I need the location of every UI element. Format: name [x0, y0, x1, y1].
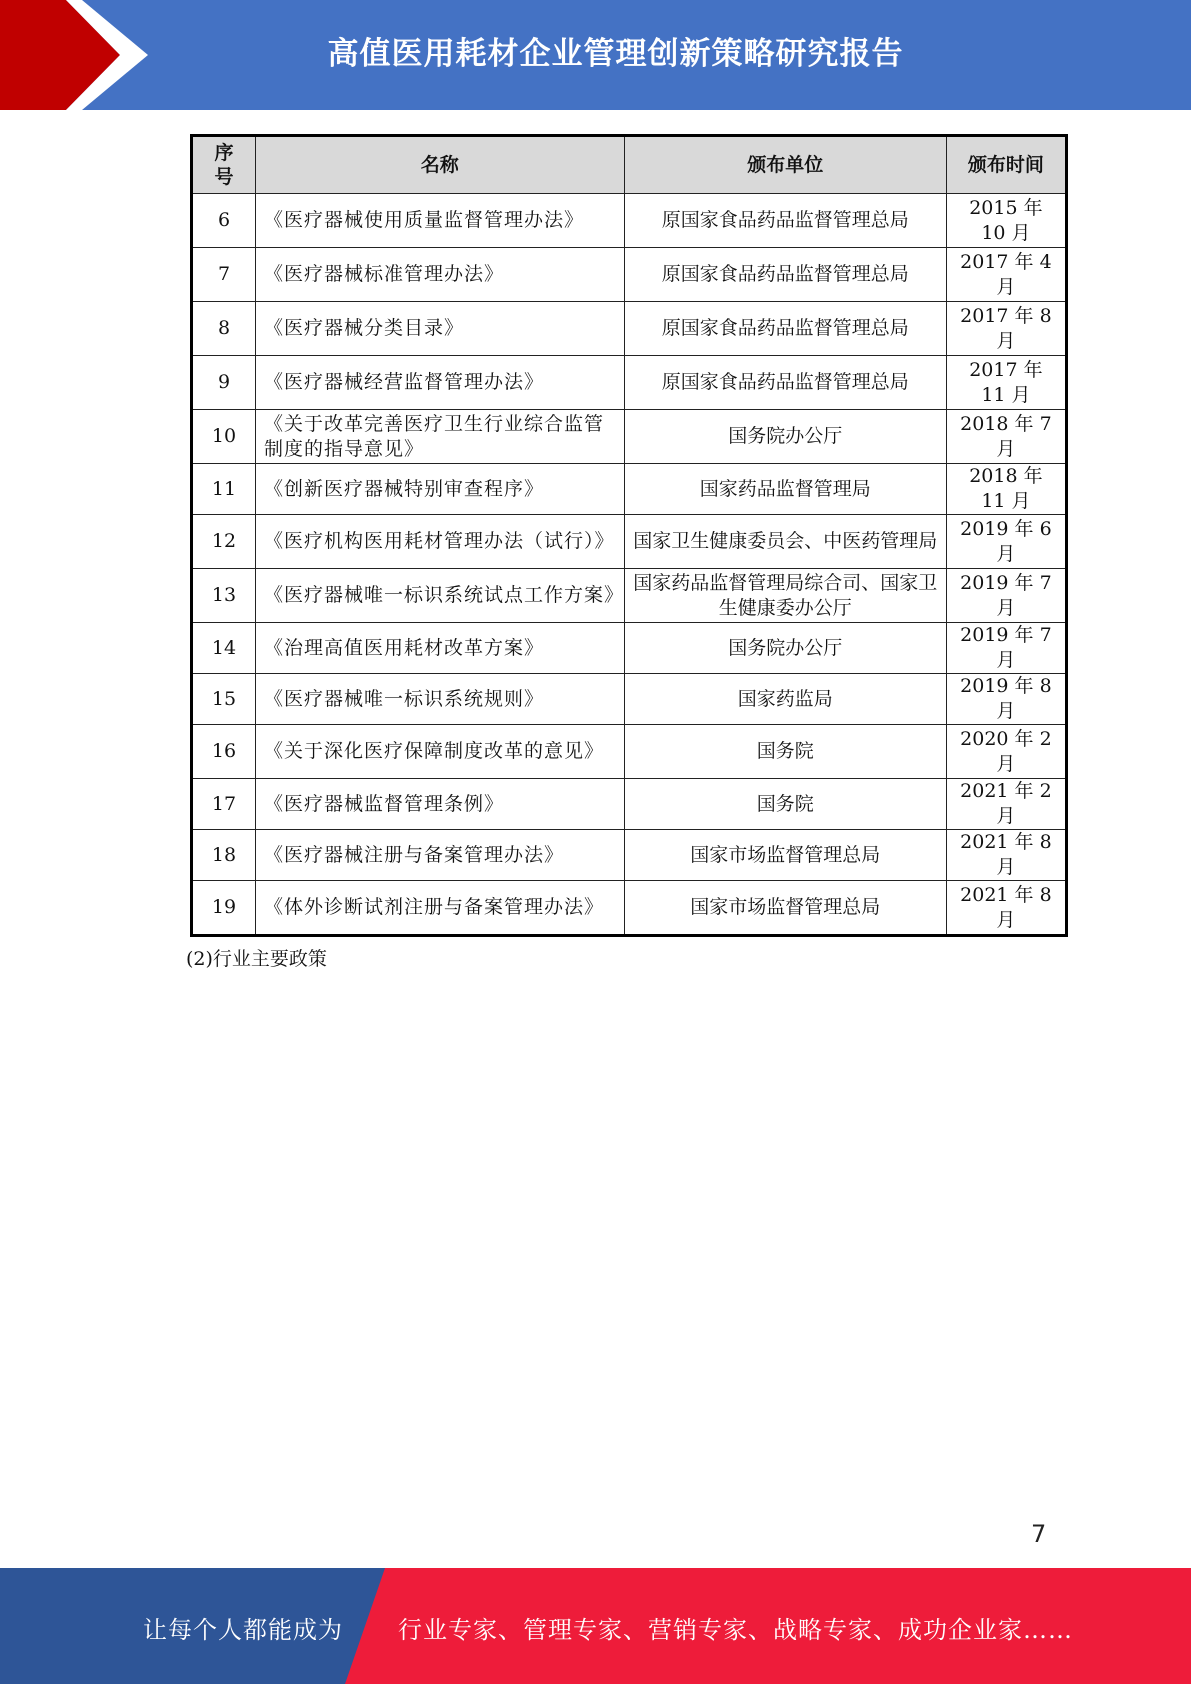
- page-footer: [0, 1568, 1191, 1684]
- table-row: [192, 779, 1067, 830]
- section-label: (2)行业主要政策: [186, 948, 327, 970]
- table-row: [192, 464, 1067, 515]
- column-header-name: 名称: [256, 136, 625, 194]
- row-issuer-cell: 国务院: [624, 779, 946, 830]
- row-name-cell: 《体外诊断试剂注册与备案管理办法》: [256, 881, 625, 936]
- row-index-cell: 7: [192, 248, 256, 302]
- row-date-cell: 2019 年 7 月: [946, 569, 1066, 623]
- row-name-cell: 《医疗器械唯一标识系统试点工作方案》: [256, 569, 625, 623]
- row-date-cell: 2019 年 8 月: [946, 674, 1066, 725]
- table-row: [192, 623, 1067, 674]
- row-index-cell: 19: [192, 881, 256, 936]
- row-date-cell: 2021 年 8 月: [946, 830, 1066, 881]
- row-name-cell: 《医疗器械分类目录》: [256, 302, 625, 356]
- row-date-cell: 2017 年 4 月: [946, 248, 1066, 302]
- report-title: 高值医用耗材企业管理创新策略研究报告: [327, 36, 904, 72]
- row-name-cell: 《关于改革完善医疗卫生行业综合监管制度的指导意见》: [256, 410, 625, 464]
- row-date-cell: 2018 年 11 月: [946, 464, 1066, 515]
- row-issuer-cell: 国家药品监督管理局综合司、国家卫生健康委办公厅: [624, 569, 946, 623]
- table-row: [192, 674, 1067, 725]
- row-name-cell: 《医疗器械经营监督管理办法》: [256, 356, 625, 410]
- row-index-cell: 13: [192, 569, 256, 623]
- page-header: [0, 0, 1191, 110]
- table-row: [192, 881, 1067, 936]
- row-issuer-cell: 国务院办公厅: [624, 623, 946, 674]
- table-row: [192, 356, 1067, 410]
- table-row: [192, 515, 1067, 569]
- regulations-table: [190, 134, 1068, 937]
- row-index-cell: 15: [192, 674, 256, 725]
- row-index-cell: 8: [192, 302, 256, 356]
- row-index-cell: 18: [192, 830, 256, 881]
- row-issuer-cell: 国务院: [624, 725, 946, 779]
- table-row: [192, 569, 1067, 623]
- footer-slogan-left: 让每个人都能成为: [143, 1616, 343, 1644]
- row-name-cell: 《医疗器械标准管理办法》: [256, 248, 625, 302]
- row-index-cell: 12: [192, 515, 256, 569]
- row-index-cell: 14: [192, 623, 256, 674]
- row-date-cell: 2015 年 10 月: [946, 194, 1066, 248]
- row-name-cell: 《医疗器械监督管理条例》: [256, 779, 625, 830]
- row-name-cell: 《创新医疗器械特别审查程序》: [256, 464, 625, 515]
- row-date-cell: 2019 年 6 月: [946, 515, 1066, 569]
- row-date-cell: 2017 年 11 月: [946, 356, 1066, 410]
- row-issuer-cell: 国家市场监督管理总局: [624, 881, 946, 936]
- table-row: [192, 248, 1067, 302]
- row-index-cell: 6: [192, 194, 256, 248]
- column-header-issuer: 颁布单位: [624, 136, 946, 194]
- table-row: [192, 194, 1067, 248]
- row-name-cell: 《治理高值医用耗材改革方案》: [256, 623, 625, 674]
- table-header-row: [192, 136, 1067, 194]
- page-number: 7: [1031, 1520, 1047, 1548]
- row-issuer-cell: 国家卫生健康委员会、中医药管理局: [624, 515, 946, 569]
- row-date-cell: 2021 年 2 月: [946, 779, 1066, 830]
- column-header-index: 序 号: [192, 136, 256, 194]
- row-name-cell: 《医疗器械使用质量监督管理办法》: [256, 194, 625, 248]
- row-index-cell: 11: [192, 464, 256, 515]
- row-index-cell: 10: [192, 410, 256, 464]
- row-issuer-cell: 原国家食品药品监督管理总局: [624, 248, 946, 302]
- row-date-cell: 2018 年 7 月: [946, 410, 1066, 464]
- row-date-cell: 2019 年 7 月: [946, 623, 1066, 674]
- table-row: [192, 302, 1067, 356]
- row-issuer-cell: 原国家食品药品监督管理总局: [624, 356, 946, 410]
- row-issuer-cell: 国家药品监督管理局: [624, 464, 946, 515]
- row-issuer-cell: 国务院办公厅: [624, 410, 946, 464]
- row-issuer-cell: 原国家食品药品监督管理总局: [624, 302, 946, 356]
- column-header-date: 颁布时间: [946, 136, 1066, 194]
- row-name-cell: 《医疗机构医用耗材管理办法（试行）》: [256, 515, 625, 569]
- row-name-cell: 《医疗器械唯一标识系统规则》: [256, 674, 625, 725]
- row-index-cell: 9: [192, 356, 256, 410]
- footer-slogan-right: 行业专家、管理专家、营销专家、战略专家、成功企业家……: [398, 1616, 1073, 1644]
- row-name-cell: 《关于深化医疗保障制度改革的意见》: [256, 725, 625, 779]
- row-date-cell: 2020 年 2 月: [946, 725, 1066, 779]
- row-issuer-cell: 国家药监局: [624, 674, 946, 725]
- table-row: [192, 725, 1067, 779]
- table-row: [192, 410, 1067, 464]
- row-issuer-cell: 国家市场监督管理总局: [624, 830, 946, 881]
- row-name-cell: 《医疗器械注册与备案管理办法》: [256, 830, 625, 881]
- row-issuer-cell: 原国家食品药品监督管理总局: [624, 194, 946, 248]
- row-index-cell: 16: [192, 725, 256, 779]
- table-row: [192, 830, 1067, 881]
- row-date-cell: 2021 年 8 月: [946, 881, 1066, 936]
- row-index-cell: 17: [192, 779, 256, 830]
- row-date-cell: 2017 年 8 月: [946, 302, 1066, 356]
